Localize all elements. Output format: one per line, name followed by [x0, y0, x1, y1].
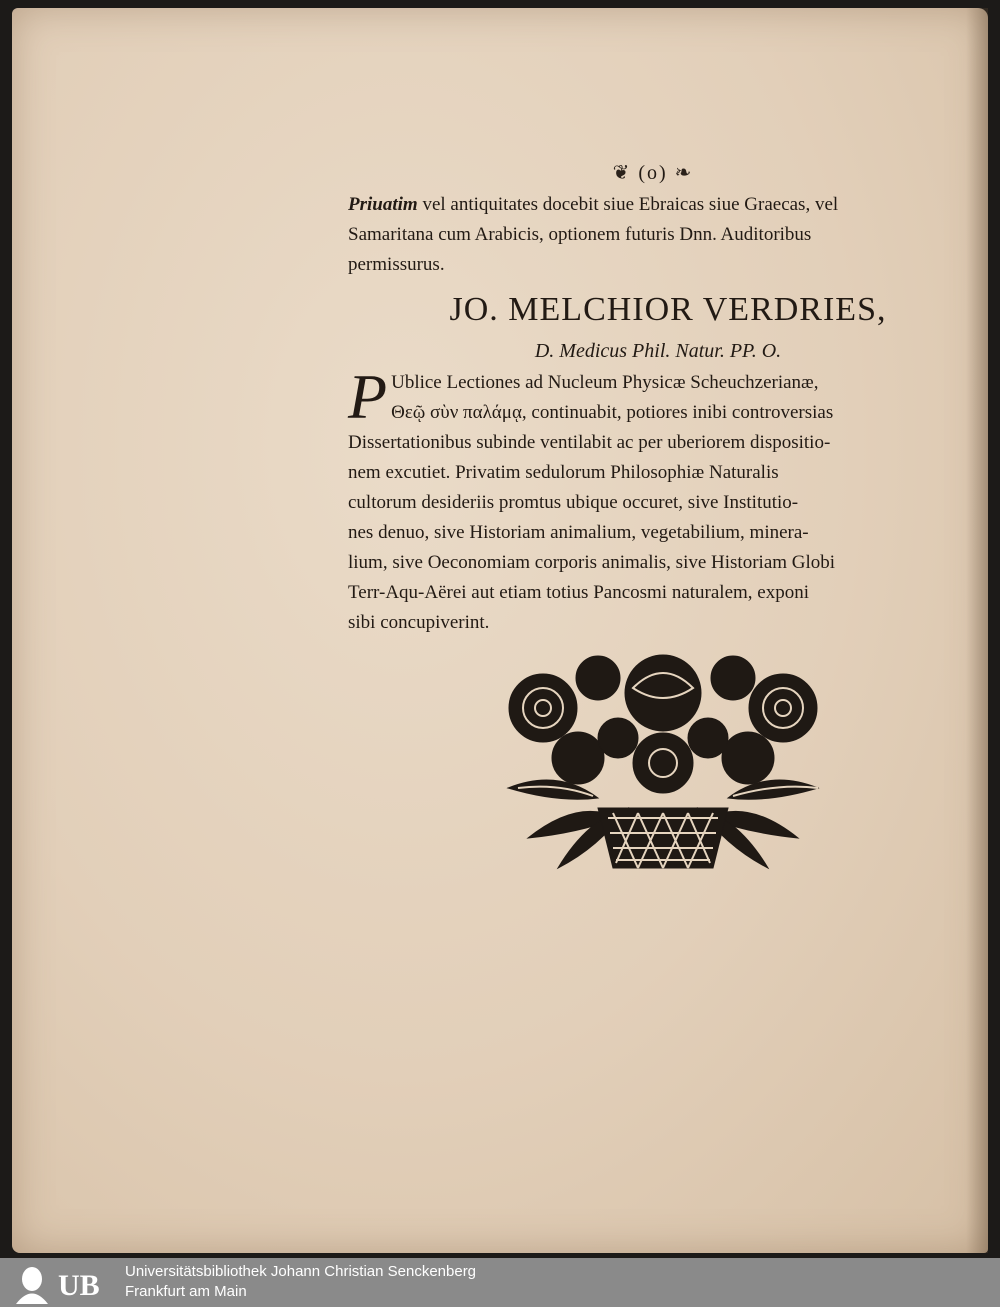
- logo-text: UB: [58, 1269, 100, 1302]
- body-line: lium, sive Oeconomiam corporis animalis, sive Historiam Globi: [348, 552, 836, 573]
- body-line: Θεῷ σὺν παλάμᾳ, continuabit, potiores inibi controversias: [391, 402, 834, 423]
- intro-line: [348, 190, 958, 220]
- library-location: Frankfurt am Main: [125, 1283, 247, 1300]
- subheading: D. Medicus Phil. Natur. PP. O.: [534, 340, 782, 362]
- body-line: nes denuo, sive Historiam animalium, vegetabilium, minera-: [348, 522, 809, 543]
- page-number: [348, 158, 958, 188]
- intro-line: [348, 220, 958, 250]
- intro-line-text: permissurus.: [348, 254, 445, 275]
- intro-line: [348, 250, 958, 280]
- page-number-label: (o): [638, 162, 668, 184]
- body-line: Terr-Aqu-Aërei aut etiam totius Pancosmi naturalem, exponi: [348, 582, 810, 603]
- intro-line-text: Samaritana cum Arabicis, optionem futuris Dnn. Auditoribus: [348, 224, 812, 245]
- page-spine-shadow: [966, 8, 988, 1253]
- library-name: Universitätsbibliothek Johann Christian Senckenberg: [125, 1263, 477, 1280]
- body-paragraph: [348, 361, 958, 638]
- heading: JO. MELCHIOR VERDRIES,: [449, 291, 887, 328]
- body-line: Ublice Lectiones ad Nucleum Physicæ Scheuchzerianæ,: [391, 372, 819, 393]
- document-text: [348, 158, 958, 638]
- body-line: cultorum desideriis promtus ubique occuret, sive Institutio-: [348, 492, 799, 513]
- scanned-page: [12, 8, 988, 1253]
- body-line: nem excutiet. Privatim sedulorum Philosophiæ Naturalis: [348, 462, 779, 483]
- ornament-left-icon: ❦: [612, 162, 632, 184]
- drop-cap: P: [348, 361, 388, 432]
- library-footer: [0, 1258, 1000, 1307]
- intro-paragraph: [348, 190, 958, 280]
- flower-basket-woodcut-icon: [498, 648, 828, 880]
- ub-logo-icon: [2, 1261, 120, 1304]
- body-line: Dissertationibus subinde ventilabit ac per uberiorem dispositio-: [348, 432, 831, 453]
- body-lines: [348, 361, 958, 638]
- ornament-right-icon: ❧: [674, 162, 694, 184]
- body-line: sibi concupiverint.: [348, 612, 490, 633]
- intro-line-text: vel antiquitates docebit siue Ebraicas siue Graecas, vel: [417, 194, 839, 215]
- intro-italic-word: Priuatim: [348, 194, 418, 215]
